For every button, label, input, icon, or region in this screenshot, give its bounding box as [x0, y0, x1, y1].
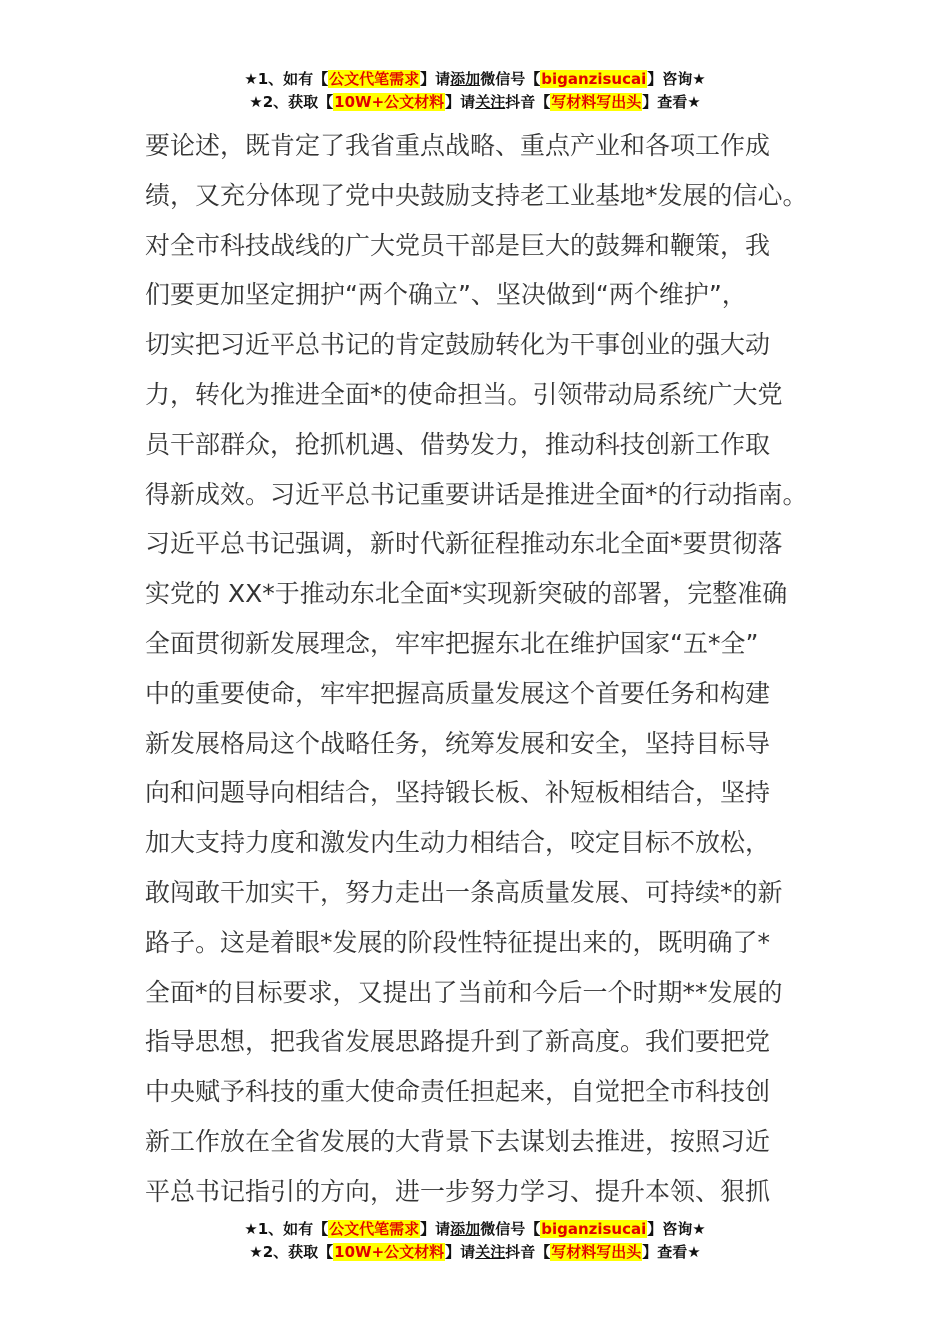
emphasis-text: 关注 [475, 93, 506, 111]
text-line: 要论述，既肯定了我省重点战略、重点产业和各项工作成 [145, 131, 771, 160]
banner-line-1 [0, 68, 950, 91]
text-line: 中的重要使命，牢牢把握高质量发展这个首要任务和构建 [145, 678, 771, 708]
banner-text: 】咨询 [647, 1220, 693, 1238]
banner-text: 】请 [420, 70, 451, 88]
text-line: 全面*的目标要求，又提出了当前和今后一个时期**发展的 [145, 977, 783, 1007]
footer-banner [0, 1218, 950, 1264]
star-icon: ★ [244, 1220, 258, 1238]
text-line: 实党的 XX*于推动东北全面*实现新突破的部署，完整准确 [145, 579, 788, 609]
banner-text: 】请 [420, 1220, 451, 1238]
highlight-service: 公文代笔需求 [329, 70, 420, 88]
text-line: 中央赋予科技的重大使命责任担起来，自觉把全市科技创 [145, 1077, 771, 1107]
text-line: 员干部群众，抢抓机遇、借势发力，推动科技创新工作取 [145, 429, 771, 459]
banner-text: 2、获取【 [262, 93, 334, 111]
highlight-service: 公文代笔需求 [329, 1220, 420, 1238]
banner-text: 】查看 [642, 1243, 688, 1261]
highlight-wechat-id: biganzisucai [541, 1220, 647, 1238]
highlight-materials: 10W+公文材料 [334, 1243, 445, 1261]
star-icon: ★ [244, 70, 258, 88]
highlight-douyin: 写材料写出头 [551, 1243, 642, 1261]
star-icon: ★ [249, 93, 263, 111]
text-line: 指导思想，把我省发展思路提升到了新高度。我们要把党 [145, 1027, 771, 1057]
emphasis-text: 添加 [450, 70, 481, 88]
star-icon: ★ [249, 1243, 263, 1261]
star-icon: ★ [692, 1220, 706, 1238]
text-line: 路子。这是着眼*发展的阶段性特征提出来的，既明确了* [145, 927, 771, 957]
banner-text: 抖音【 [505, 93, 551, 111]
star-icon: ★ [692, 70, 706, 88]
text-line: 力，转化为推进全面*的使命担当。引领带动局系统广大党 [145, 379, 783, 409]
text-line: 新工作放在全省发展的大背景下去谋划去推进，按照习近 [145, 1126, 771, 1156]
text-line: 绩，又充分体现了党中央鼓励支持老工业基地*发展的信心。 [145, 180, 808, 210]
banner-text: 1、如有【 [257, 70, 329, 88]
banner-text: 】请 [445, 93, 476, 111]
banner-text: 】咨询 [647, 70, 693, 88]
highlight-douyin: 写材料写出头 [551, 93, 642, 111]
text-line: 切实把习近平总书记的肯定鼓励转化为干事创业的强大动 [145, 330, 771, 360]
banner-text: 2、获取【 [262, 1243, 334, 1261]
banner-text: 微信号【 [480, 70, 541, 88]
header-banner [0, 68, 950, 114]
text-line: 们要更加坚定拥护“两个确立”、坚决做到“两个维护”， [145, 280, 747, 310]
banner-line-2 [0, 91, 950, 114]
star-icon: ★ [687, 1243, 701, 1261]
text-line: 对全市科技战线的广大党员干部是巨大的鼓舞和鞭策，我 [145, 230, 771, 260]
text-line: 习近平总书记强调，新时代新征程推动东北全面*要贯彻落 [145, 529, 783, 559]
banner-line-2 [0, 1241, 950, 1264]
highlight-materials: 10W+公文材料 [334, 93, 445, 111]
star-icon: ★ [687, 93, 701, 111]
banner-text: 抖音【 [505, 1243, 551, 1261]
text-line: 加大支持力度和激发内生动力相结合，咬定目标不放松， [145, 828, 771, 858]
text-line: 敢闯敢干加实干，努力走出一条高质量发展、可持续*的新 [145, 877, 783, 907]
text-line: 平总书记指引的方向，进一步努力学习、提升本领、狠抓 [145, 1176, 771, 1206]
highlight-wechat-id: biganzisucai [541, 70, 647, 88]
banner-line-1 [0, 1218, 950, 1241]
document-body [145, 121, 825, 1217]
text-line: 得新成效。习近平总书记重要讲话是推进全面*的行动指南。 [145, 479, 808, 509]
banner-text: 微信号【 [480, 1220, 541, 1238]
text-line: 全面贯彻新发展理念，牢牢把握东北在维护国家“五*全” [145, 628, 759, 658]
banner-text: 】查看 [642, 93, 688, 111]
text-line: 新发展格局这个战略任务，统筹发展和安全，坚持目标导 [145, 728, 771, 758]
banner-text: 】请 [445, 1243, 476, 1261]
emphasis-text: 添加 [450, 1220, 481, 1238]
text-line: 向和问题导向相结合，坚持锻长板、补短板相结合，坚持 [145, 778, 771, 808]
banner-text: 1、如有【 [257, 1220, 329, 1238]
emphasis-text: 关注 [475, 1243, 506, 1261]
